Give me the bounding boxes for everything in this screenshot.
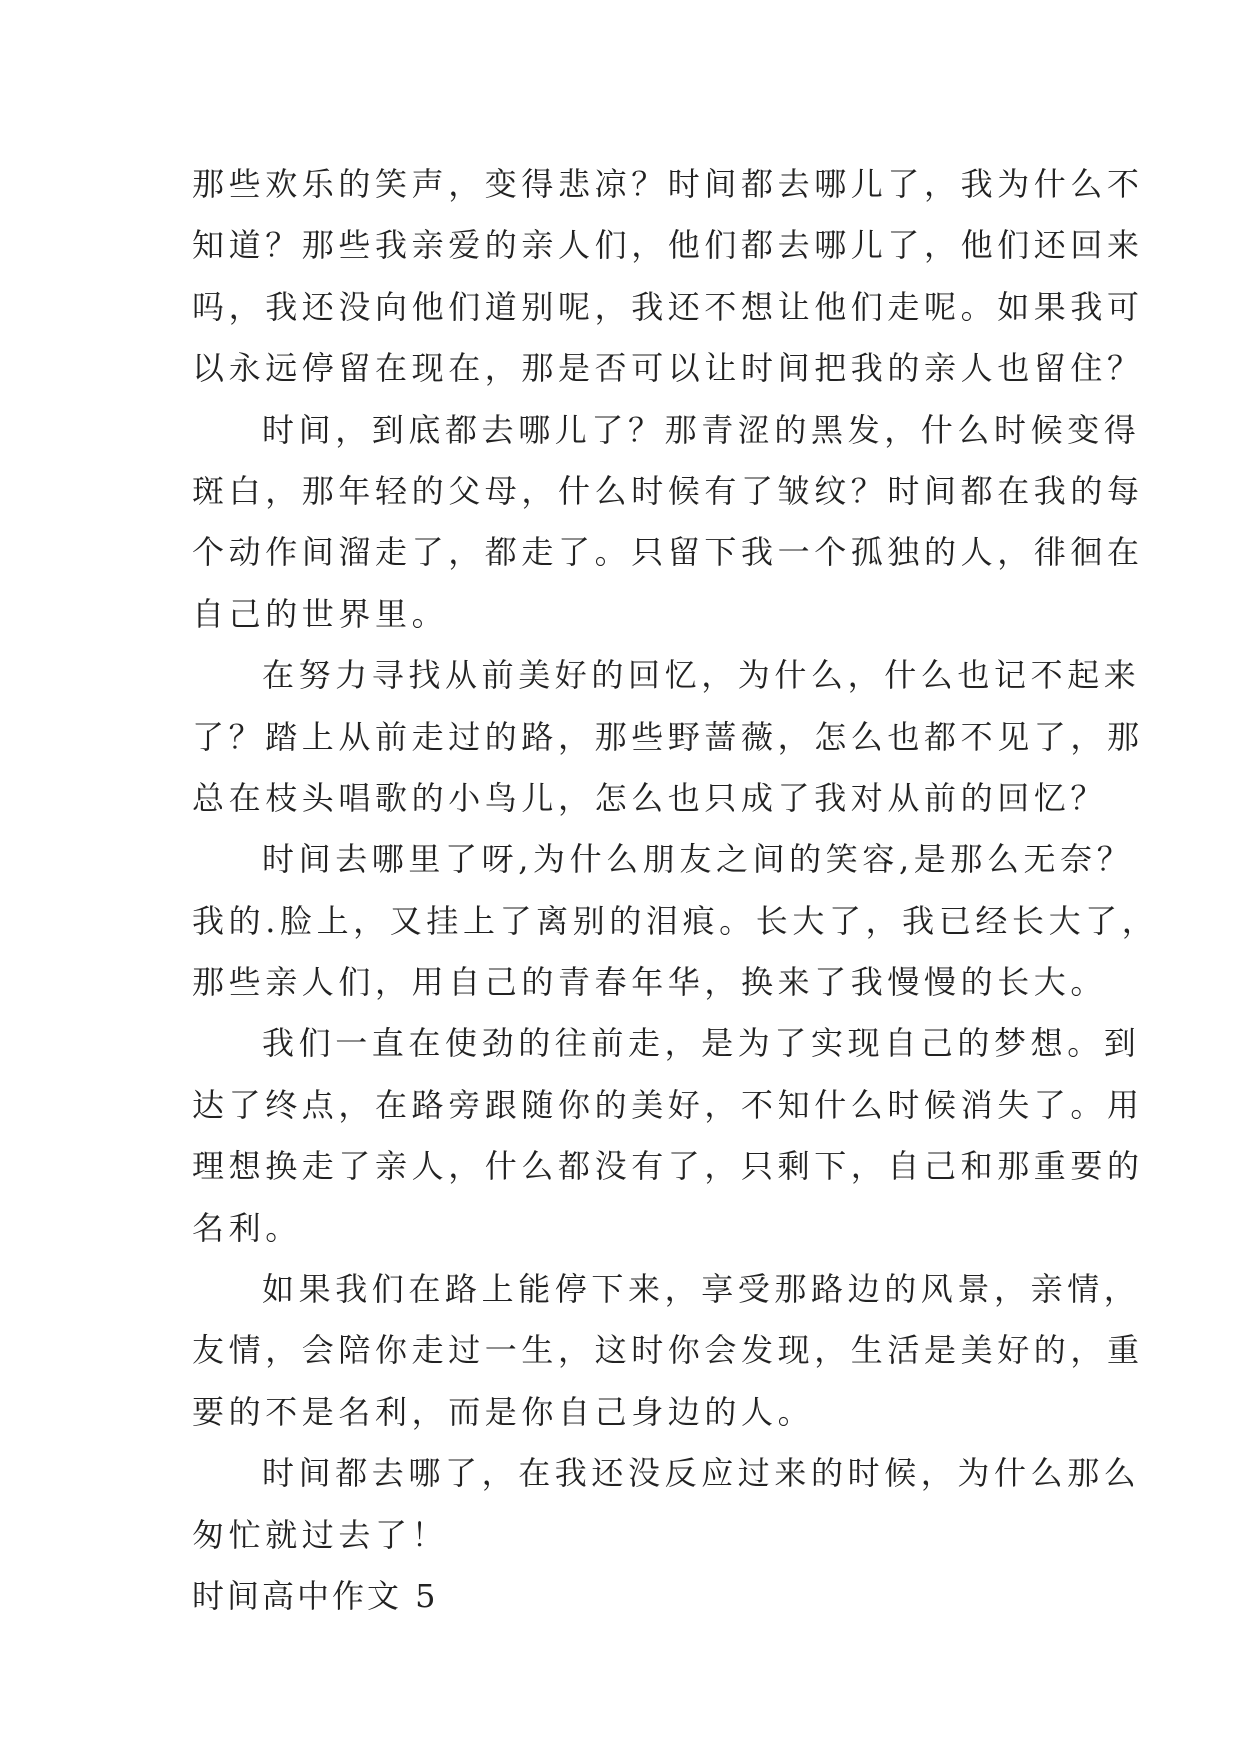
- text-line: 时间都去哪了，在我还没反应过来的时候，为什么那么: [262, 1454, 1141, 1493]
- text-line: 时间，到底都去哪儿了？那青涩的黑发，什么时候变得: [262, 410, 1141, 449]
- text-line: 斑白，那年轻的父母，什么时候有了皱纹？时间都在我的每: [192, 471, 1144, 510]
- essay-body: [192, 154, 1159, 1627]
- text-line: 那些亲人们，用自己的青春年华，换来了我慢慢的长大。: [192, 963, 1108, 1002]
- text-line: 要的不是名利，而是你自己身边的人。: [192, 1392, 815, 1431]
- text-line: 时间去哪里了呀,为什么朋友之间的笑容,是那么无奈？: [262, 840, 1134, 879]
- section-heading: 时间高中作文 5: [192, 1576, 439, 1615]
- text-line: 了？踏上从前走过的路，那些野蔷薇，怎么也都不见了，那: [192, 717, 1144, 756]
- text-line: 以永远停留在现在，那是否可以让时间把我的亲人也留住？: [192, 349, 1144, 388]
- text-line: 理想换走了亲人，什么都没有了，只剩下，自己和那重要的: [192, 1147, 1144, 1186]
- text-line: 在努力寻找从前美好的回忆，为什么，什么也记不起来: [262, 656, 1141, 695]
- text-line: 自己的世界里。: [192, 594, 449, 633]
- text-line: 达了终点，在路旁跟随你的美好，不知什么时候消失了。用: [192, 1085, 1144, 1124]
- text-line: 个动作间溜走了，都走了。只留下我一个孤独的人，徘徊在: [192, 533, 1144, 572]
- text-line: 总在枝头唱歌的小鸟儿，怎么也只成了我对从前的回忆？: [192, 778, 1108, 817]
- text-line: 知道？那些我亲爱的亲人们，他们都去哪儿了，他们还回来: [192, 226, 1144, 265]
- text-line: 那些欢乐的笑声，变得悲凉？时间都去哪儿了，我为什么不: [192, 165, 1144, 203]
- text-line: 名利。: [192, 1208, 302, 1247]
- text-line: 匆忙就过去了！: [192, 1515, 449, 1554]
- text-line: 我们一直在使劲的往前走，是为了实现自己的梦想。到: [262, 1024, 1141, 1063]
- text-line: 如果我们在路上能停下来，享受那路边的风景，亲情，: [262, 1270, 1141, 1309]
- text-line: 吗，我还没向他们道别呢，我还不想让他们走呢。如果我可: [192, 287, 1144, 326]
- text-line: 友情，会陪你走过一生，这时你会发现，生活是美好的，重: [192, 1331, 1144, 1370]
- text-line: 我的.脸上，又挂上了离别的泪痕。长大了，我已经长大了，: [192, 901, 1159, 940]
